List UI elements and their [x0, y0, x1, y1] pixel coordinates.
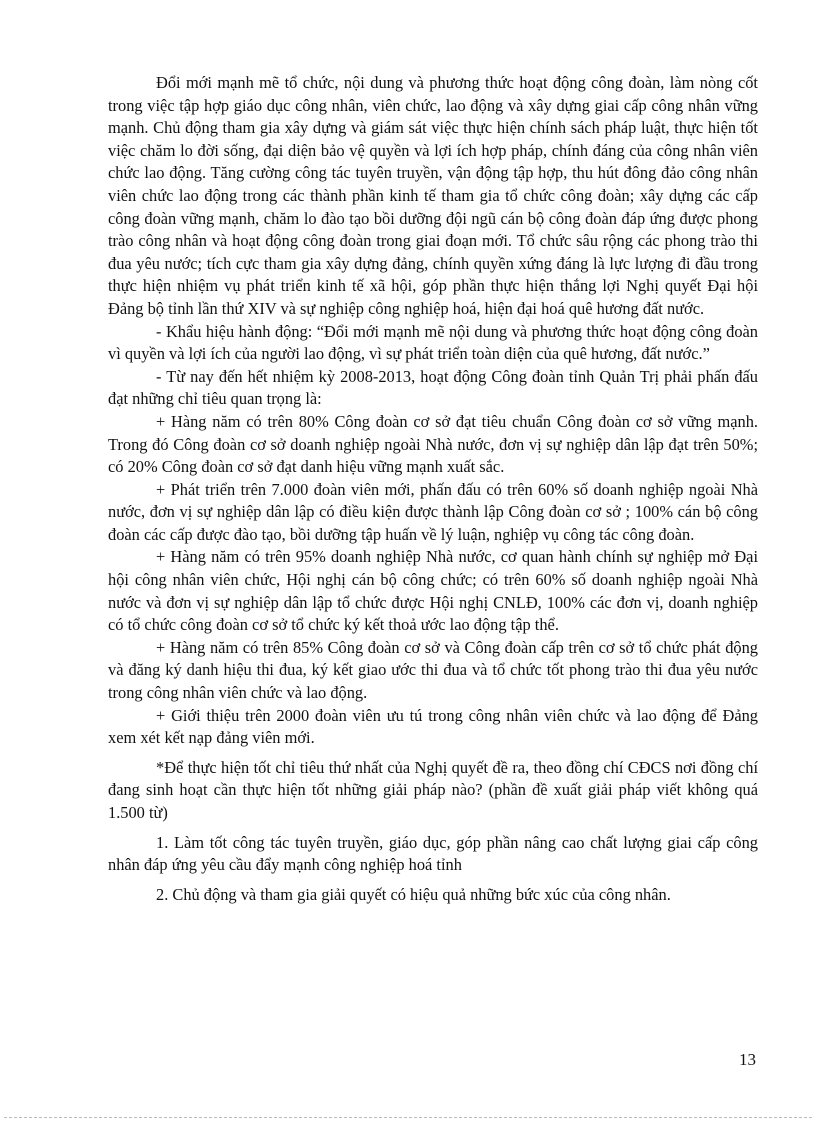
- paragraph-target-4: + Hàng năm có trên 85% Công đoàn cơ sở và Công đoàn cấp trên cơ sở tổ chức phát động và đăng ký danh hiệu thi đua, ký kết giao ước thi đua và tổ chức tốt phong trào thi đua yêu nước trong công nhân viên chức và lao động.: [108, 637, 758, 703]
- paragraph-question: *Để thực hiện tốt chỉ tiêu thứ nhất của Nghị quyết đề ra, theo đồng chí CĐCS nơi đồng chí đang sinh hoạt cần thực hiện tốt những giải pháp nào? (phần đề xuất giải pháp viết không quá 1.500 từ): [108, 757, 758, 822]
- paragraph-target-2: + Phát triển trên 7.000 đoàn viên mới, phấn đấu có trên 60% số doanh nghiệp ngoài Nhà nước, đơn vị sự nghiệp dân lập có điều kiện được thành lập Công đoàn cơ sở ; 100% cán bộ công đoàn các cấp được đào tạo, bồi dưỡng tập huấn về lý luận, nghiệp vụ công tác công đoàn.: [108, 479, 758, 544]
- paragraph-target-3: + Hàng năm có trên 95% doanh nghiệp Nhà nước, cơ quan hành chính sự nghiệp mở Đại hội công nhân viên chức, Hội nghị cán bộ công chức; có trên 60% số doanh nghiệp ngoài Nhà nước và đơn vị sự nghiệp dân lập tổ chức được Hội nghị CNLĐ, 100% các đơn vị, doanh nghiệp có tổ chức công đoàn cơ sở tổ chức ký kết thoả ước lao động tập thể.: [108, 547, 758, 635]
- paragraph-target-1: + Hàng năm có trên 80% Công đoàn cơ sở đạt tiêu chuẩn Công đoàn cơ sở vững mạnh. Trong đó Công đoàn cơ sở doanh nghiệp ngoài Nhà nước, đơn vị sự nghiệp dân lập đạt trên 50%; có 20% Công đoàn cơ sở đạt danh hiệu vững mạnh xuất sắc.: [108, 411, 758, 477]
- page-bottom-divider: [4, 1117, 812, 1118]
- paragraph-intro: Đổi mới mạnh mẽ tổ chức, nội dung và phương thức hoạt động công đoàn, làm nòng cốt trong việc tập hợp giáo dục công nhân, viên chức, lao động và xây dựng giai cấp công nhân vững mạnh. Chủ động tham gia xây dựng và giám sát việc thực hiện chính sách pháp luật, thực hiện tốt việc chăm lo đời sống, đại diện bảo vệ quyền và lợi ích hợp pháp, chính đáng của công nhân viên chức lao động. Tăng cường công tác tuyên truyền, vận động tập hợp, thu hút đông đảo công nhân viên chức lao động trong các thành phần kinh tế tham gia tổ chức công đoàn; xây dựng các cấp công đoàn vững mạnh, chăm lo đào tạo bồi dưỡng đội ngũ cán bộ công đoàn đáp ứng được phong trào công nhân và hoạt động công đoàn trong giai đoạn mới. Tổ chức sâu rộng các phong trào thi đua yêu nước; tích cực tham gia xây dựng đảng, chính quyền xứng đáng là lực lượng đi đầu trong thực hiện nhiệm vụ phát triển kinh tế xã hội, góp phần thực hiện thắng lợi Nghị quyết Đại hội Đảng bộ tỉnh lần thứ XIV và sự nghiệp công nghiệp hoá, hiện đại hoá quê hương đất nước.: [108, 73, 758, 318]
- paragraph-targets-intro: - Từ nay đến hết nhiệm kỳ 2008-2013, hoạt động Công đoàn tỉnh Quản Trị phải phấn đấu đạt những chỉ tiêu quan trọng là:: [108, 366, 758, 409]
- paragraph-solution-1: 1. Làm tốt công tác tuyên truyền, giáo dục, góp phần nâng cao chất lượng giai cấp công nhân đáp ứng yêu cầu đẩy mạnh công nghiệp hoá tỉnh: [108, 832, 758, 875]
- paragraph-target-5: + Giới thiệu trên 2000 đoàn viên ưu tú trong công nhân viên chức và lao động để Đảng xem xét kết nạp đảng viên mới.: [108, 705, 758, 748]
- paragraph-solution-2: 2. Chủ động và tham gia giải quyết có hiệu quả những bức xúc của công nhân.: [156, 884, 671, 904]
- page-number: 13: [739, 1050, 756, 1069]
- paragraph-slogan: - Khẩu hiệu hành động: “Đổi mới mạnh mẽ nội dung và phương thức hoạt động công đoàn vì quyền và lợi ích của người lao động, vì sự phát triển toàn diện của quê hương, đất nước.”: [108, 321, 758, 364]
- document-body: [108, 72, 758, 906]
